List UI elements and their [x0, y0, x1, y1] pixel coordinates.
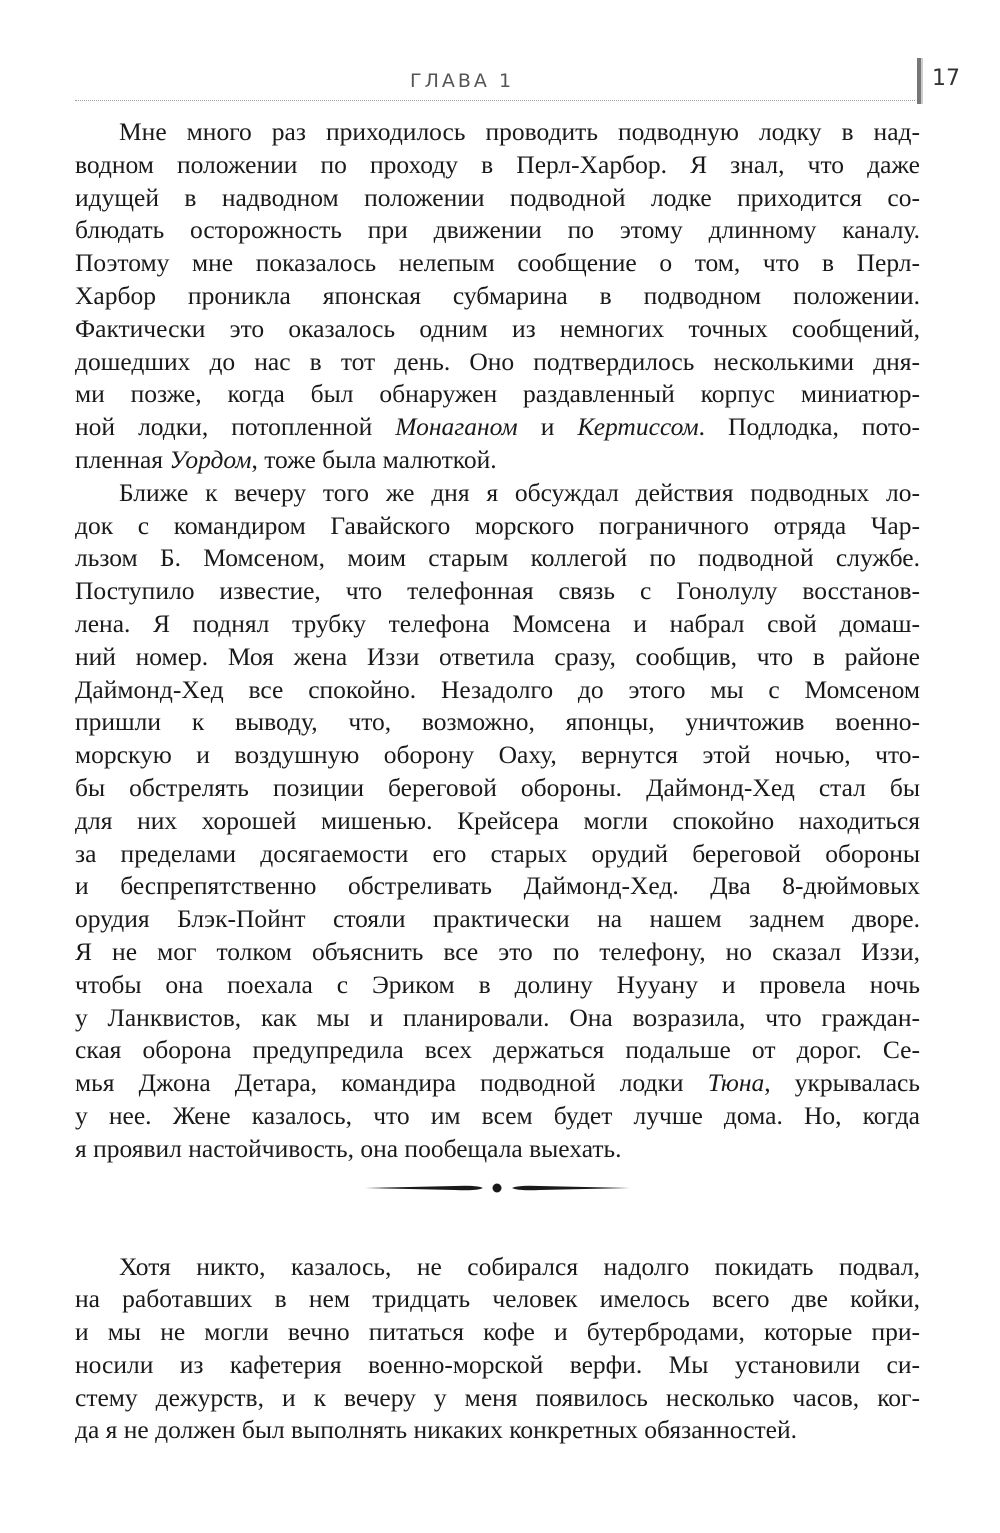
page-number: 17	[932, 66, 960, 91]
text-line: бы обстрелять позиции береговой обороны. Даймонд-Хед стал бы	[75, 772, 920, 802]
text-line: орудия Блэк-Пойнт стояли практически на нашем заднем дворе.	[75, 904, 920, 934]
text-line: водном положении по проходу в Перл-Харбор. Я знал, что даже	[75, 149, 920, 179]
text-line: на работавших в нем тридцать человек имелось всего две койки,	[75, 1284, 920, 1314]
text-line: Поступило известие, что телефонная связь с Гонолулу восстанов-	[75, 576, 920, 606]
italic-ship-name: Тюна	[707, 1068, 765, 1098]
header-bar	[917, 58, 923, 104]
text-line: я проявил настойчивость, она пообещала выехать.	[75, 1133, 622, 1163]
text-run: , укрывалась	[764, 1068, 920, 1098]
text-line: идущей в надводном положении подводной лодке приходится со-	[75, 182, 920, 212]
text-line: Ближе к вечеру того же дня я обсуждал действия подводных ло-	[119, 477, 920, 507]
text-line: да я не должен был выполнять никаких конкретных обязанностей.	[75, 1415, 797, 1445]
text-run: . Подлодка, пото-	[698, 412, 920, 442]
italic-ship-name: Уордом	[169, 444, 252, 474]
text-run: , тоже была малюткой.	[251, 444, 497, 474]
separator-left-stroke	[365, 1186, 483, 1191]
text-line: дошедших до нас в тот день. Оно подтвердилось несколькими дня-	[75, 346, 920, 376]
text-line: лена. Я поднял трубку телефона Момсена и набрал свой домаш-	[75, 608, 920, 638]
text-line: морскую и воздушную оборону Оаху, вернутся этой ночью, что-	[75, 740, 920, 770]
paragraph-2	[75, 477, 920, 1166]
text-line	[75, 411, 920, 444]
chapter-title: ГЛАВА 1	[410, 70, 515, 92]
text-line: и мы не могли вечно питаться кофе и бутербродами, которые при-	[75, 1317, 920, 1347]
section-separator	[365, 1178, 630, 1198]
text-run: пленная	[75, 444, 170, 474]
text-line: блюдать осторожность при движении по этому длинному каналу.	[75, 215, 920, 245]
main-text-continued	[75, 1225, 920, 1473]
text-line: чтобы она поехала с Эриком в долину Нууану и провела ночь	[75, 969, 920, 999]
text-line: у Ланквистов, как мы и планировали. Она возразила, что граждан-	[75, 1002, 920, 1032]
text-line: для них хорошей мишенью. Крейсера могли спокойно находиться	[75, 805, 920, 835]
italic-ship-name: Монаганом	[395, 412, 518, 442]
text-line: стему дежурств, и к вечеру у меня появилось несколько часов, ког-	[75, 1382, 920, 1412]
main-text	[75, 116, 920, 1166]
separator-dot	[493, 1184, 502, 1193]
header-rule	[75, 100, 915, 101]
text-line	[75, 1067, 920, 1100]
text-line: носили из кафетерия военно-морской верфи. Мы установили си-	[75, 1349, 920, 1379]
text-line: Хотя никто, казалось, не собирался надолго покидать подвал,	[119, 1251, 920, 1281]
text-run: ной лодки, потопленной	[75, 412, 396, 442]
text-run: мья Джона Детара, командира подводной лодки	[75, 1068, 708, 1098]
paragraph-3	[75, 1251, 920, 1448]
text-line: Фактически это оказалось одним из немногих точных сообщений,	[75, 313, 920, 343]
paragraph-1	[75, 116, 920, 477]
text-line: Поэтому мне показалось нелепым сообщение о том, что в Перл-	[75, 248, 920, 278]
text-line: ская оборона предупредила всех держаться подальше от дорог. Се-	[75, 1035, 920, 1065]
text-run: и	[517, 412, 578, 442]
separator-right-stroke	[512, 1186, 630, 1191]
text-line: док с командиром Гавайского морского пограничного отряда Чар-	[75, 510, 920, 540]
running-header	[75, 58, 965, 108]
text-line: у нее. Жене казалось, что им всем будет лучше дома. Но, когда	[75, 1100, 920, 1130]
text-line: Мне много раз приходилось проводить подводную лодку в над-	[119, 117, 920, 146]
text-line: льзом Б. Момсеном, моим старым коллегой по подводной службе.	[75, 543, 920, 573]
text-line: пришли к выводу, что, возможно, японцы, уничтожив военно-	[75, 707, 920, 737]
italic-ship-name: Кертиссом	[577, 412, 699, 442]
text-line: ми позже, когда был обнаружен раздавленный корпус миниатюр-	[75, 379, 920, 409]
text-line: Харбор проникла японская субмарина в подводном положении.	[75, 280, 920, 310]
text-line	[75, 444, 920, 477]
text-line: за пределами досягаемости его старых орудий береговой обороны	[75, 838, 920, 868]
text-line: и беспрепятственно обстреливать Даймонд-Хед. Два 8-дюймовых	[75, 871, 920, 901]
text-line: Даймонд-Хед все спокойно. Незадолго до этого мы с Момсеном	[75, 674, 920, 704]
text-line: ний номер. Моя жена Иззи ответила сразу, сообщив, что в районе	[75, 641, 920, 671]
text-line: Я не мог толком объяснить все это по телефону, но сказал Иззи,	[75, 936, 920, 966]
